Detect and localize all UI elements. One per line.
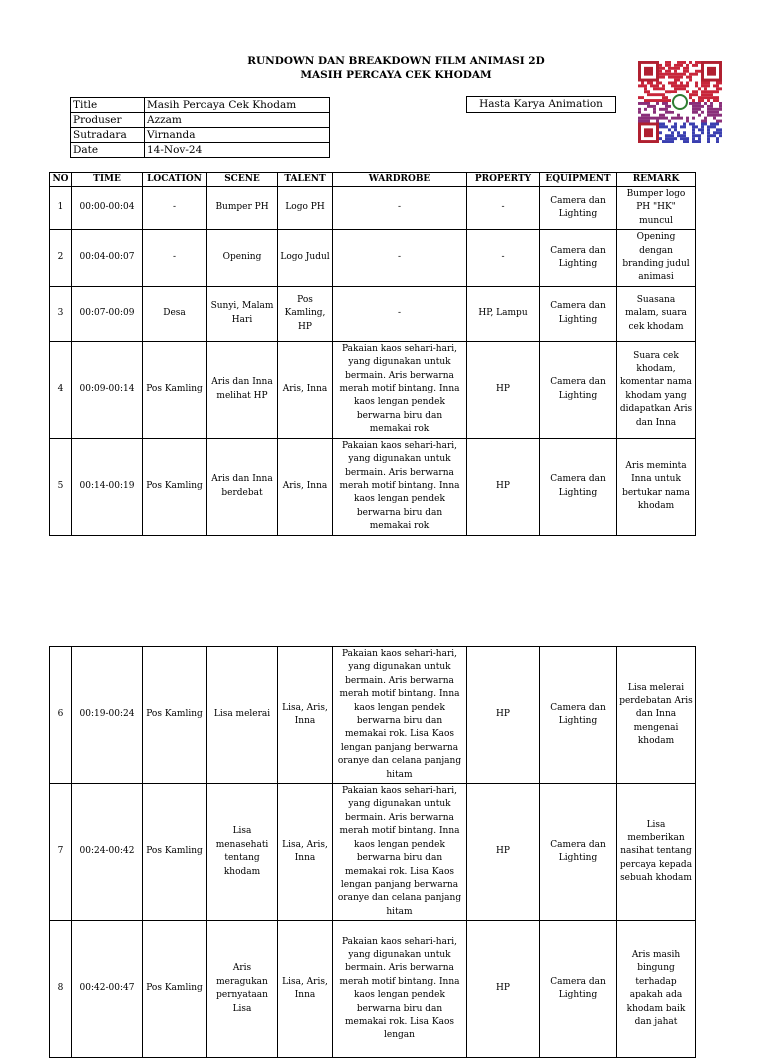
cell-wardrobe: Pakaian kaos sehari-hari, yang digunakan untuk bermain. Aris berwarna merah motif bintang. Inna kaos lengan pendek berwarna biru dan memakai rok bbox=[333, 341, 467, 438]
cell-talent: Logo PH bbox=[278, 187, 333, 230]
info-label: Produser bbox=[71, 113, 145, 128]
cell-time: 00:07-00:09 bbox=[72, 286, 143, 341]
info-row bbox=[71, 143, 330, 158]
cell-property: HP bbox=[467, 341, 540, 438]
table-row bbox=[50, 438, 696, 535]
cell-no: 7 bbox=[50, 784, 72, 921]
cell-location: - bbox=[143, 187, 207, 230]
cell-remark: Lisa memberikan nasihat tentang percaya kepada sebuah khodam bbox=[617, 784, 696, 921]
cell-equipment: Camera dan Lighting bbox=[540, 187, 617, 230]
cell-remark: Suasana malam, suara cek khodam bbox=[617, 286, 696, 341]
qr-code-icon bbox=[638, 61, 722, 143]
info-value: Azzam bbox=[145, 113, 330, 128]
table-row bbox=[50, 286, 696, 341]
cell-location: Pos Kamling bbox=[143, 341, 207, 438]
cell-equipment: Camera dan Lighting bbox=[540, 647, 617, 784]
column-header-remark: REMARK bbox=[617, 173, 696, 187]
cell-talent: Lisa, Aris, Inna bbox=[278, 784, 333, 921]
info-label: Title bbox=[71, 98, 145, 113]
cell-equipment: Camera dan Lighting bbox=[540, 438, 617, 535]
cell-time: 00:09-00:14 bbox=[72, 341, 143, 438]
cell-location: Desa bbox=[143, 286, 207, 341]
cell-time: 00:24-00:42 bbox=[72, 784, 143, 921]
title-line-2: MASIH PERCAYA CEK KHODAM bbox=[300, 69, 492, 81]
cell-property: HP bbox=[467, 438, 540, 535]
column-header-wardrobe: WARDROBE bbox=[333, 173, 467, 187]
cell-time: 00:19-00:24 bbox=[72, 647, 143, 784]
cell-talent: Aris, Inna bbox=[278, 438, 333, 535]
info-label: Sutradara bbox=[71, 128, 145, 143]
column-header-no: NO bbox=[50, 173, 72, 187]
table-row bbox=[50, 230, 696, 287]
table-row bbox=[50, 341, 696, 438]
cell-talent: Lisa, Aris, Inna bbox=[278, 921, 333, 1058]
info-value: Masih Percaya Cek Khodam bbox=[145, 98, 330, 113]
cell-scene: Opening bbox=[207, 230, 278, 287]
cell-no: 8 bbox=[50, 921, 72, 1058]
cell-equipment: Camera dan Lighting bbox=[540, 784, 617, 921]
cell-scene: Bumper PH bbox=[207, 187, 278, 230]
cell-equipment: Camera dan Lighting bbox=[540, 230, 617, 287]
cell-property: - bbox=[467, 230, 540, 287]
cell-no: 3 bbox=[50, 286, 72, 341]
header-row bbox=[50, 173, 696, 187]
cell-remark: Lisa melerai perdebatan Aris dan Inna mengenai khodam bbox=[617, 647, 696, 784]
cell-property: HP, Lampu bbox=[467, 286, 540, 341]
cell-equipment: Camera dan Lighting bbox=[540, 921, 617, 1058]
cell-property: HP bbox=[467, 921, 540, 1058]
cell-talent: Lisa, Aris, Inna bbox=[278, 647, 333, 784]
info-row bbox=[71, 113, 330, 128]
cell-scene: Aris dan Inna melihat HP bbox=[207, 341, 278, 438]
column-header-equipment: EQUIPMENT bbox=[540, 173, 617, 187]
cell-location: Pos Kamling bbox=[143, 921, 207, 1058]
cell-wardrobe: Pakaian kaos sehari-hari, yang digunakan untuk bermain. Aris berwarna merah motif bintang. Inna kaos lengan pendek berwarna biru dan memakai rok. Lisa Kaos lengan bbox=[333, 921, 467, 1058]
cell-location: Pos Kamling bbox=[143, 438, 207, 535]
cell-wardrobe: Pakaian kaos sehari-hari, yang digunakan untuk bermain. Aris berwarna merah motif bintang. Inna kaos lengan pendek berwarna biru dan memakai rok. Lisa Kaos lengan panjang berwarna oranye dan celana panjang hitam bbox=[333, 784, 467, 921]
cell-time: 00:14-00:19 bbox=[72, 438, 143, 535]
cell-wardrobe: - bbox=[333, 286, 467, 341]
column-header-location: LOCATION bbox=[143, 173, 207, 187]
cell-location: Pos Kamling bbox=[143, 647, 207, 784]
cell-property: HP bbox=[467, 784, 540, 921]
column-header-property: PROPERTY bbox=[467, 173, 540, 187]
cell-scene: Aris meragukan pernyataan Lisa bbox=[207, 921, 278, 1058]
title-line-1: RUNDOWN DAN BREAKDOWN FILM ANIMASI 2D bbox=[247, 55, 545, 67]
cell-no: 5 bbox=[50, 438, 72, 535]
cell-remark: Opening dengan branding judul animasi bbox=[617, 230, 696, 287]
cell-location: - bbox=[143, 230, 207, 287]
column-header-talent: TALENT bbox=[278, 173, 333, 187]
cell-property: - bbox=[467, 187, 540, 230]
info-row bbox=[71, 98, 330, 113]
table-row bbox=[50, 784, 696, 921]
cell-scene: Lisa menasehati tentang khodam bbox=[207, 784, 278, 921]
table-row bbox=[50, 187, 696, 230]
cell-talent: Logo Judul bbox=[278, 230, 333, 287]
cell-scene: Aris dan Inna berdebat bbox=[207, 438, 278, 535]
rundown-table-continued bbox=[49, 646, 696, 1058]
info-value: 14-Nov-24 bbox=[145, 143, 330, 158]
cell-no: 1 bbox=[50, 187, 72, 230]
cell-remark: Aris masih bingung terhadap apakah ada khodam baik dan jahat bbox=[617, 921, 696, 1058]
cell-location: Pos Kamling bbox=[143, 784, 207, 921]
production-info-table bbox=[70, 97, 330, 158]
cell-talent: Pos Kamling, HP bbox=[278, 286, 333, 341]
cell-scene: Lisa melerai bbox=[207, 647, 278, 784]
table-row bbox=[50, 647, 696, 784]
table-row bbox=[50, 921, 696, 1058]
cell-no: 2 bbox=[50, 230, 72, 287]
cell-no: 4 bbox=[50, 341, 72, 438]
cell-wardrobe: Pakaian kaos sehari-hari, yang digunakan untuk bermain. Aris berwarna merah motif bintang. Inna kaos lengan pendek berwarna biru dan memakai rok. Lisa Kaos lengan panjang berwarna oranye dan celana panjang hitam bbox=[333, 647, 467, 784]
cell-equipment: Camera dan Lighting bbox=[540, 341, 617, 438]
cell-time: 00:42-00:47 bbox=[72, 921, 143, 1058]
cell-time: 00:04-00:07 bbox=[72, 230, 143, 287]
cell-wardrobe: - bbox=[333, 187, 467, 230]
info-row bbox=[71, 128, 330, 143]
cell-remark: Suara cek khodam, komentar nama khodam yang didapatkan Aris dan Inna bbox=[617, 341, 696, 438]
cell-no: 6 bbox=[50, 647, 72, 784]
cell-time: 00:00-00:04 bbox=[72, 187, 143, 230]
cell-scene: Sunyi, Malam Hari bbox=[207, 286, 278, 341]
cell-equipment: Camera dan Lighting bbox=[540, 286, 617, 341]
info-label: Date bbox=[71, 143, 145, 158]
column-header-time: TIME bbox=[72, 173, 143, 187]
cell-property: HP bbox=[467, 647, 540, 784]
rundown-table bbox=[49, 172, 696, 536]
cell-remark: Aris meminta Inna untuk bertukar nama khodam bbox=[617, 438, 696, 535]
cell-wardrobe: Pakaian kaos sehari-hari, yang digunakan untuk bermain. Aris berwarna merah motif bintang. Inna kaos lengan pendek berwarna biru dan memakai rok bbox=[333, 438, 467, 535]
cell-wardrobe: - bbox=[333, 230, 467, 287]
cell-talent: Aris, Inna bbox=[278, 341, 333, 438]
column-header-scene: SCENE bbox=[207, 173, 278, 187]
studio-name-box: Hasta Karya Animation bbox=[466, 96, 616, 113]
info-value: Virnanda bbox=[145, 128, 330, 143]
cell-remark: Bumper logo PH "HK" muncul bbox=[617, 187, 696, 230]
